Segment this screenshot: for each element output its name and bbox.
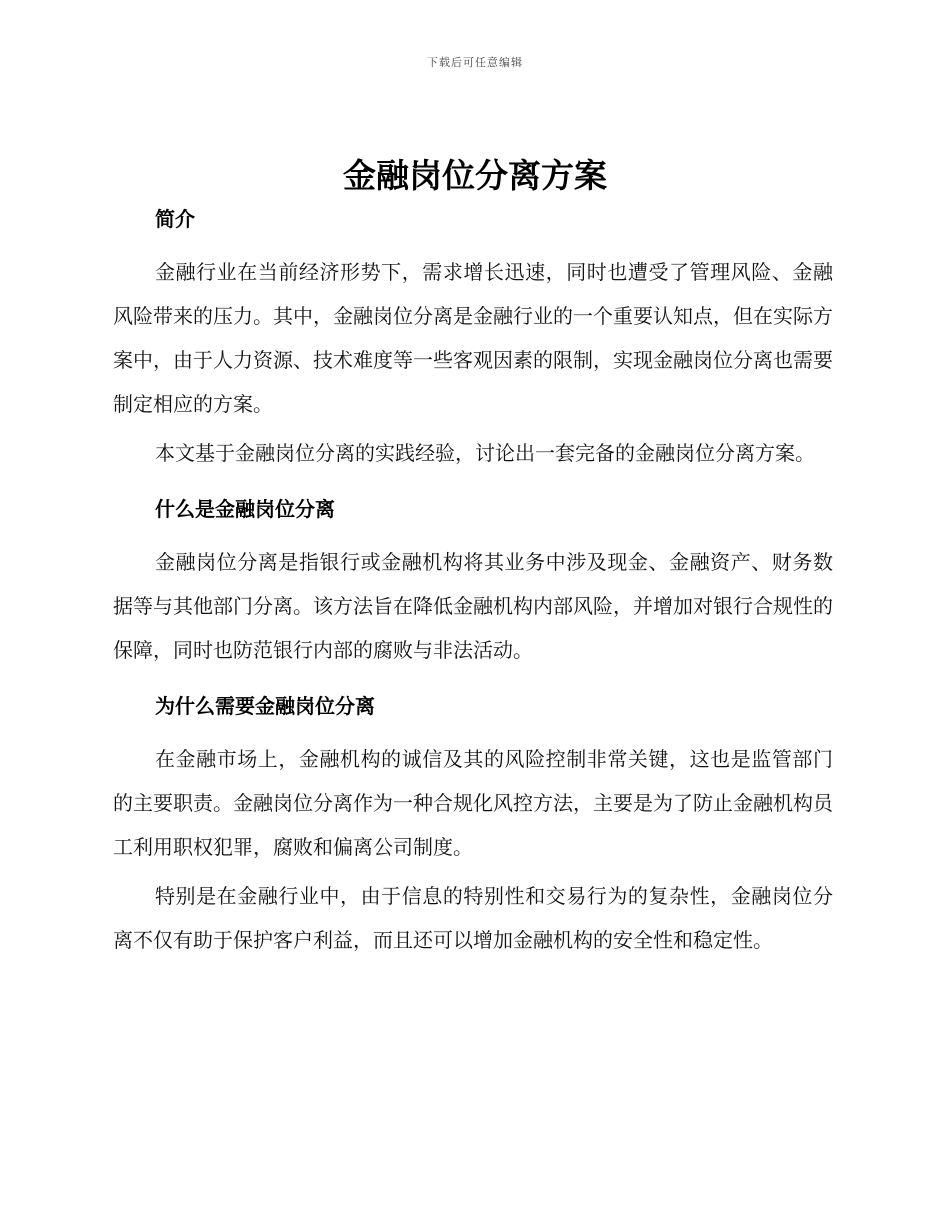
paragraph: 金融岗位分离是指银行或金融机构将其业务中涉及现金、金融资产、财务数据等与其他部门分离。该方法旨在降低金融机构内部风险，并增加对银行合规性的保障，同时也防范银行内部的腐败与非法活动。: [113, 550, 833, 662]
section-heading-definition: 什么是金融岗位分离: [155, 497, 335, 521]
paragraph: 特别是在金融行业中，由于信息的特别性和交易行为的复杂性，金融岗位分离不仅有助于保护客户利益，而且还可以增加金融机构的安全性和稳定性。: [113, 884, 833, 952]
paragraph: 在金融市场上，金融机构的诚信及其的风险控制非常关键，这也是监管部门的主要职责。金融岗位分离作为一种合规化风控方法，主要是为了防止金融机构员工利用职权犯罪，腐败和偏离公司制度。: [113, 747, 833, 859]
section-intro: [113, 203, 833, 475]
document-title: 金融岗位分离方案: [343, 156, 607, 195]
section-definition: [113, 493, 833, 672]
paragraph: 金融行业在当前经济形势下，需求增长迅速，同时也遭受了管理风险、金融风险带来的压力。其中，金融岗位分离是金融行业的一个重要认知点，但在实际方案中，由于人力资源、技术难度等一些客观因素的限制，实现金融岗位分离也需要制定相应的方案。: [113, 260, 833, 416]
page-header-note: 下载后可任意编辑: [427, 56, 523, 69]
paragraph: 本文基于金融岗位分离的实践经验，讨论出一套完备的金融岗位分离方案。: [155, 441, 815, 465]
document-body: [113, 203, 833, 967]
section-rationale: [113, 690, 833, 962]
section-heading-intro: 简介: [155, 207, 195, 231]
section-heading-rationale: 为什么需要金融岗位分离: [155, 694, 375, 718]
